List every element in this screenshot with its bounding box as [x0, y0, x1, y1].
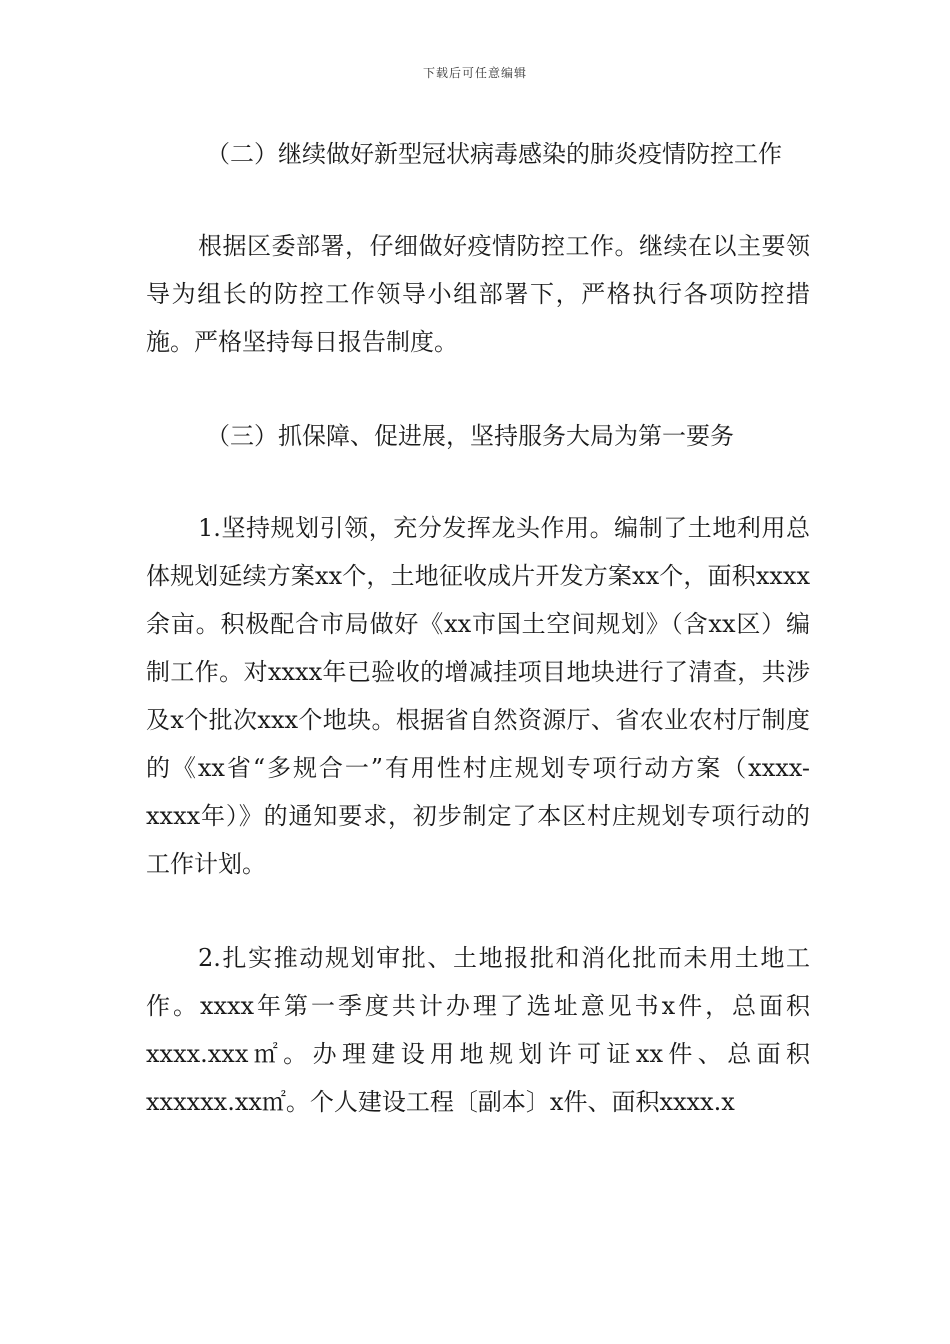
paragraph-item-2: 2.扎实推动规划审批、土地报批和消化批而未用土地工作。xxxx年第一季度共计办理了选址意见书x件，总面积xxxx.xxx㎡。办理建设用地规划许可证xx件、总面积xxxxxx.xx㎡。个人建设工程〔副本〕x件、面积xxxx.x	[146, 944, 810, 1116]
document-body	[146, 130, 810, 1172]
paragraph-item-1: 1.坚持规划引领，充分发挥龙头作用。编制了土地利用总体规划延续方案xx个，土地征收成片开发方案xx个，面积xxxx余亩。积极配合市局做好《xx市国土空间规划》（含xx区）编制工作。对xxxx年已验收的增减挂项目地块进行了清查，共涉及x个批次xxx个地块。根据省自然资源厅、省农业农村厅制度的《xx省“多规合一”有用性村庄规划专项行动方案（xxxx-xxxx年）》的通知要求，初步制定了本区村庄规划专项行动的工作计划。	[146, 514, 810, 878]
section-heading-2: （二）继续做好新型冠状病毒感染的肺炎疫情防控工作	[206, 140, 782, 168]
page-header-note: 下载后可任意编辑	[422, 66, 527, 80]
paragraph-epidemic-control: 根据区委部署，仔细做好疫情防控工作。继续在以主要领导为组长的防控工作领导小组部署下，严格执行各项防控措施。严格坚持每日报告制度。	[146, 232, 810, 356]
section-heading-3: （三）抓保障、促进展，坚持服务大局为第一要务	[206, 422, 734, 450]
